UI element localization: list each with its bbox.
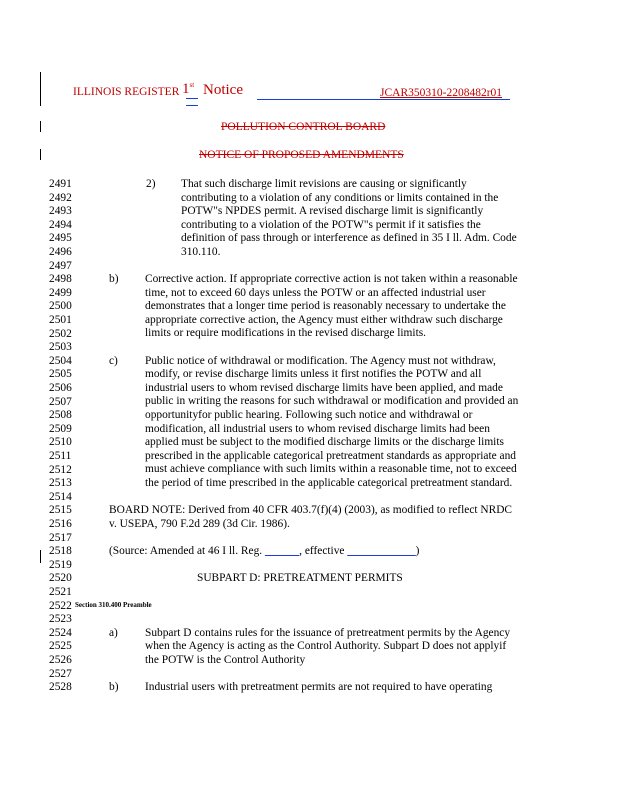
item-c-line: public in writing the reasons for such withdrawal or modification and provided an	[145, 395, 519, 408]
item-2-line: That such discharge limit revisions are causing or significantly	[181, 178, 467, 190]
line-number: 2493	[49, 205, 72, 218]
header-rule	[257, 99, 510, 100]
item-2-line: POTW"s NPDES permit. A revised discharge limit is significantly	[181, 205, 484, 218]
change-bar	[40, 149, 41, 160]
section-label: Section 310.400 Preamble	[75, 601, 152, 609]
line-number: 2503	[49, 341, 72, 354]
sub-a-line: when the Agency is acting as the Control Authority. Subpart D does not applyif	[145, 640, 507, 653]
sub-b-label: b)	[109, 681, 119, 693]
subpart-heading: SUBPART D: PRETREATMENT PERMITS	[197, 572, 403, 585]
item-c-line: the period of time prescribed in the applicable categorical pretreatment standard.	[145, 477, 513, 489]
line-number: 2499	[49, 286, 72, 299]
line-number: 2511	[49, 450, 72, 462]
line-number: 2508	[49, 409, 72, 422]
item-c-line: modify, or revise discharge limits unless it first notifies the POTW and all	[145, 368, 482, 381]
item-2-line: contributing to a violation of any conditions or limits contained in the	[181, 191, 499, 204]
item-2-label: 2)	[146, 178, 156, 190]
line-number: 2506	[49, 382, 72, 394]
register-title: ILLINOIS REGISTER	[73, 86, 180, 98]
item-b-line: time, not to exceed 60 days unless the POTW or an affected industrial user	[145, 286, 486, 299]
line-number: 2491	[49, 178, 72, 190]
item-b-line: Corrective action. If appropriate corrective action is not taken within a reasonable	[145, 273, 518, 285]
item-c-line: Public notice of withdrawal or modification. The Agency must not withdraw,	[145, 354, 496, 367]
line-number: 2526	[49, 654, 72, 666]
line-number: 2500	[49, 300, 72, 313]
change-bar	[40, 72, 41, 106]
line-number: 2516	[49, 518, 72, 530]
line-number: 2512	[49, 463, 72, 476]
line-number: 2520	[49, 572, 72, 585]
line-number: 2519	[49, 558, 72, 571]
change-bar	[40, 121, 41, 132]
item-c-line: prescribed in the applicable categorical pretreatment standards as appropriate and	[145, 449, 516, 462]
line-number: 2523	[49, 613, 72, 626]
source-prefix: (Source: Amended at 46 I ll. Reg.	[109, 545, 263, 557]
item-b-line: appropriate corrective action, the Agency must either withdraw such discharge	[145, 313, 503, 326]
item-b-line: demonstrates that a longer time period is reasonably necessary to undertake the	[145, 300, 506, 313]
line-number: 2496	[49, 246, 72, 258]
notice-label: Notice	[203, 82, 243, 98]
line-number: 2501	[49, 314, 72, 326]
line-number: 2513	[49, 477, 72, 490]
line-number: 2495	[49, 232, 72, 245]
item-b-label: b)	[109, 273, 119, 285]
sub-a-label: a)	[109, 626, 118, 639]
first-marker	[182, 81, 194, 98]
item-c-line: must achieve compliance with such limits within a reasonable time, not to exceed	[145, 463, 517, 476]
item-c-line: applied must be subject to the modified discharge limits or the discharge limits	[145, 436, 504, 449]
line-number: 2525	[49, 640, 72, 653]
line-number: 2497	[49, 259, 72, 272]
line-number: 2494	[49, 218, 72, 231]
source-note	[109, 545, 419, 559]
line-number: 2527	[49, 667, 72, 680]
line-number: 2505	[49, 368, 72, 381]
item-c-line: modification, all industrial users to whom revised discharge limits had been	[145, 422, 490, 435]
source-effective: , effective	[299, 545, 345, 557]
line-number: 2524	[49, 626, 72, 639]
sub-a-line: the POTW is the Control Authority	[145, 653, 306, 666]
board-title: POLLUTION CONTROL BOARD	[221, 121, 386, 133]
line-number: 2517	[49, 531, 72, 544]
line-number: 2509	[49, 422, 72, 435]
line-number: 2528	[49, 681, 72, 694]
sub-b-line: Industrial users with pretreatment permits are not required to have operating	[145, 681, 493, 693]
line-number: 2510	[49, 436, 72, 449]
change-bar	[40, 550, 41, 563]
source-reg-blank: ______	[264, 545, 300, 557]
line-number: 2502	[49, 327, 72, 340]
line-number: 2492	[49, 191, 72, 204]
source-end: )	[415, 545, 420, 557]
line-number: 2515	[49, 504, 72, 517]
line-number: 2514	[49, 490, 72, 503]
board-note-line: v. USEPA, 790 F.2d 289 (3d Cir. 1986).	[109, 517, 290, 530]
line-number: 2518	[49, 545, 72, 558]
item-2-line: definition of pass through or interference as defined in 35 I ll. Adm. Code	[181, 232, 517, 245]
line-number: 2507	[49, 395, 72, 408]
item-b-line: limits or require modifications in the revised discharge limits.	[145, 327, 427, 340]
line-number: 2521	[49, 586, 72, 598]
board-note-line: BOARD NOTE: Derived from 40 CFR 403.7(f)(4) (2003), as modified to reflect NRDC	[109, 504, 513, 517]
item-c-line: industrial users to whom revised discharge limits have been applied, and made	[145, 381, 503, 394]
jcar-code: JCAR350310-2208482r01	[380, 87, 503, 99]
item-c-line: opportunityfor public hearing. Following such notice and withdrawal or	[145, 409, 473, 421]
first-marker-number: 1	[182, 81, 190, 97]
line-number: 2522	[49, 599, 72, 612]
line-number: 2504	[49, 354, 72, 367]
first-marker-suffix: st	[189, 81, 195, 89]
source-date-blank: ____________	[347, 545, 416, 557]
notice-title: NOTICE OF PROPOSED AMENDMENTS	[199, 149, 404, 161]
item-2-line: contributing to a violation of the POTW"s permit if it satisfies the	[181, 218, 481, 231]
notice-underline-marks	[186, 98, 198, 106]
sub-a-line: Subpart D contains rules for the issuance of pretreatment permits by the Agency	[145, 626, 511, 639]
item-c-label: c)	[109, 354, 118, 367]
item-2-line: 310.110.	[181, 246, 221, 258]
line-number: 2498	[49, 273, 72, 286]
